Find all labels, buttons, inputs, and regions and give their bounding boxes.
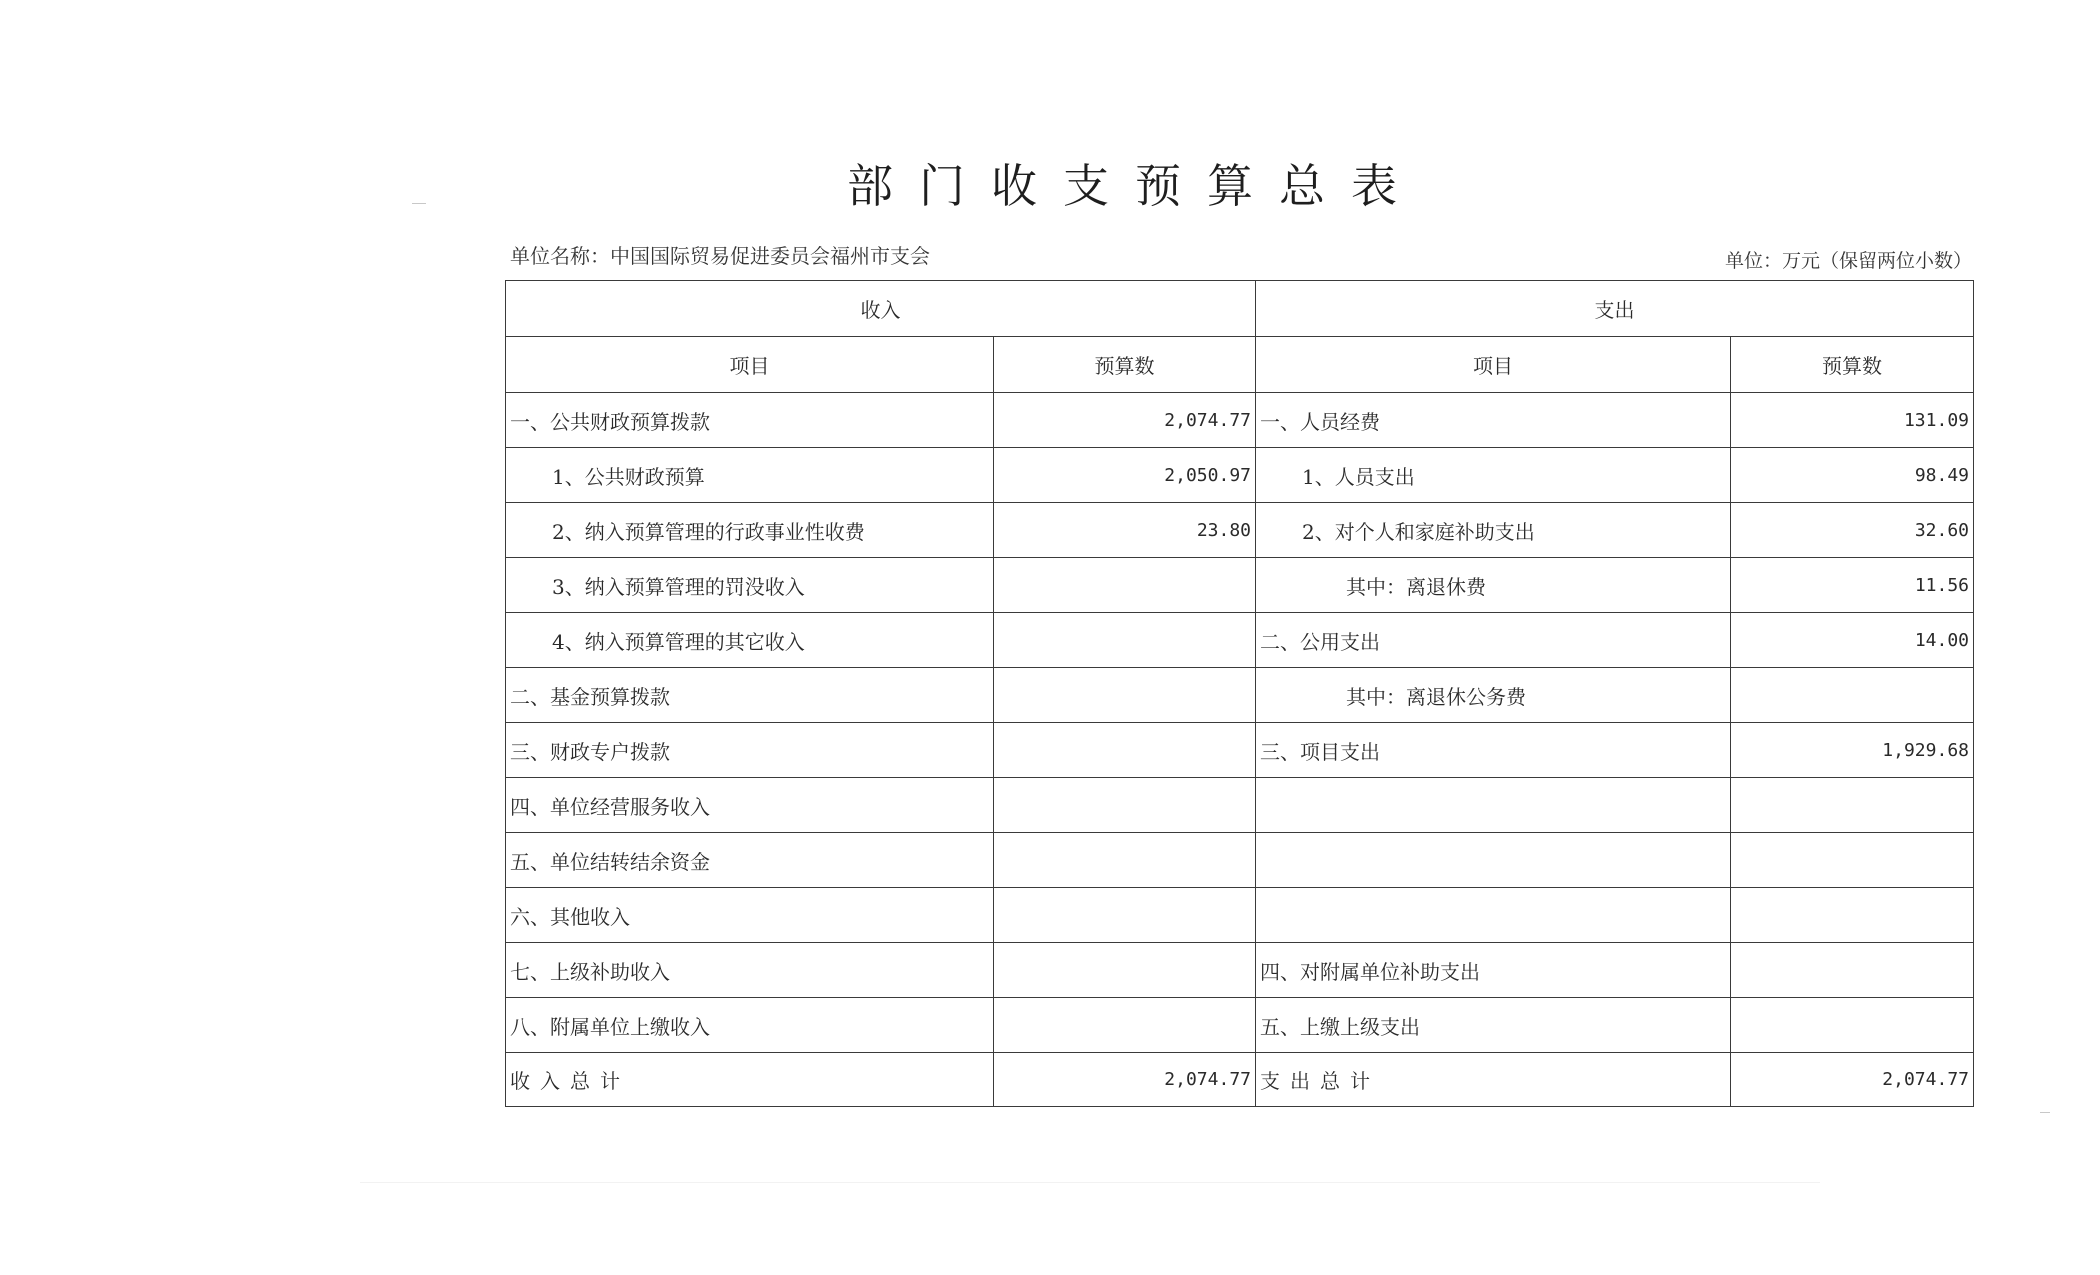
expense-item-header: 项目 bbox=[1256, 337, 1731, 393]
expense-total-value: 2,074.77 bbox=[1731, 1053, 1974, 1107]
expense-header: 支出 bbox=[1256, 281, 1974, 337]
expense-value: 1,929.68 bbox=[1731, 723, 1974, 778]
income-value bbox=[994, 833, 1256, 888]
table-row bbox=[506, 723, 1974, 778]
income-value bbox=[994, 723, 1256, 778]
income-item: 八、附属单位上缴收入 bbox=[506, 998, 994, 1053]
page-title: 部门收支预算总表 bbox=[847, 159, 1423, 213]
expense-value: 11.56 bbox=[1731, 558, 1974, 613]
income-budget-header: 预算数 bbox=[994, 337, 1256, 393]
income-item: 七、上级补助收入 bbox=[506, 943, 994, 998]
table-row bbox=[506, 558, 1974, 613]
expense-value: 98.49 bbox=[1731, 448, 1974, 503]
table-row bbox=[506, 613, 1974, 668]
expense-item: 1、人员支出 bbox=[1256, 448, 1731, 503]
income-value bbox=[994, 668, 1256, 723]
section-header-row bbox=[506, 281, 1974, 337]
table-row bbox=[506, 943, 1974, 998]
expense-item: 二、公用支出 bbox=[1256, 613, 1731, 668]
expense-item bbox=[1256, 833, 1731, 888]
scan-speck bbox=[2040, 1112, 2050, 1113]
expense-item: 五、上缴上级支出 bbox=[1256, 998, 1731, 1053]
column-header-row bbox=[506, 337, 1974, 393]
expense-budget-header: 预算数 bbox=[1731, 337, 1974, 393]
table-row bbox=[506, 833, 1974, 888]
income-value: 23.80 bbox=[994, 503, 1256, 558]
expense-value bbox=[1731, 888, 1974, 943]
expense-item: 四、对附属单位补助支出 bbox=[1256, 943, 1731, 998]
income-item: 2、纳入预算管理的行政事业性收费 bbox=[506, 503, 994, 558]
expense-total-label: 支出总计 bbox=[1256, 1053, 1731, 1107]
income-item: 3、纳入预算管理的罚没收入 bbox=[506, 558, 994, 613]
table-row bbox=[506, 393, 1974, 448]
income-header: 收入 bbox=[506, 281, 1256, 337]
expense-value: 131.09 bbox=[1731, 393, 1974, 448]
table-row bbox=[506, 998, 1974, 1053]
table-row bbox=[506, 448, 1974, 503]
income-item: 四、单位经营服务收入 bbox=[506, 778, 994, 833]
income-item: 三、财政专户拨款 bbox=[506, 723, 994, 778]
income-item: 4、纳入预算管理的其它收入 bbox=[506, 613, 994, 668]
income-item: 1、公共财政预算 bbox=[506, 448, 994, 503]
income-item: 六、其他收入 bbox=[506, 888, 994, 943]
unit-name: 单位名称：中国国际贸易促进委员会福州市支会 bbox=[510, 244, 930, 268]
table-row bbox=[506, 668, 1974, 723]
income-total-value: 2,074.77 bbox=[994, 1053, 1256, 1107]
expense-value bbox=[1731, 943, 1974, 998]
expense-value: 14.00 bbox=[1731, 613, 1974, 668]
income-item-header: 项目 bbox=[506, 337, 994, 393]
scan-streak bbox=[360, 1182, 1820, 1183]
income-value bbox=[994, 613, 1256, 668]
expense-value bbox=[1731, 668, 1974, 723]
unit-note: 单位：万元（保留两位小数） bbox=[1724, 250, 1972, 272]
income-value bbox=[994, 888, 1256, 943]
expense-item bbox=[1256, 778, 1731, 833]
table-row bbox=[506, 503, 1974, 558]
income-total-label: 收入总计 bbox=[506, 1053, 994, 1107]
expense-item bbox=[1256, 888, 1731, 943]
income-value bbox=[994, 558, 1256, 613]
income-value: 2,074.77 bbox=[994, 393, 1256, 448]
expense-value bbox=[1731, 998, 1974, 1053]
income-value bbox=[994, 778, 1256, 833]
income-item: 一、公共财政预算拨款 bbox=[506, 393, 994, 448]
income-value: 2,050.97 bbox=[994, 448, 1256, 503]
income-item: 二、基金预算拨款 bbox=[506, 668, 994, 723]
expense-value: 32.60 bbox=[1731, 503, 1974, 558]
expense-value bbox=[1731, 833, 1974, 888]
expense-item: 一、人员经费 bbox=[1256, 393, 1731, 448]
income-value bbox=[994, 943, 1256, 998]
scan-speck bbox=[412, 203, 426, 204]
total-row bbox=[506, 1053, 1974, 1107]
income-value bbox=[994, 998, 1256, 1053]
budget-table bbox=[505, 280, 1974, 1107]
expense-item: 其中：离退休公务费 bbox=[1256, 668, 1731, 723]
table-row bbox=[506, 778, 1974, 833]
income-item: 五、单位结转结余资金 bbox=[506, 833, 994, 888]
table-row bbox=[506, 888, 1974, 943]
expense-item: 三、项目支出 bbox=[1256, 723, 1731, 778]
expense-item: 2、对个人和家庭补助支出 bbox=[1256, 503, 1731, 558]
expense-item: 其中：离退休费 bbox=[1256, 558, 1731, 613]
expense-value bbox=[1731, 778, 1974, 833]
